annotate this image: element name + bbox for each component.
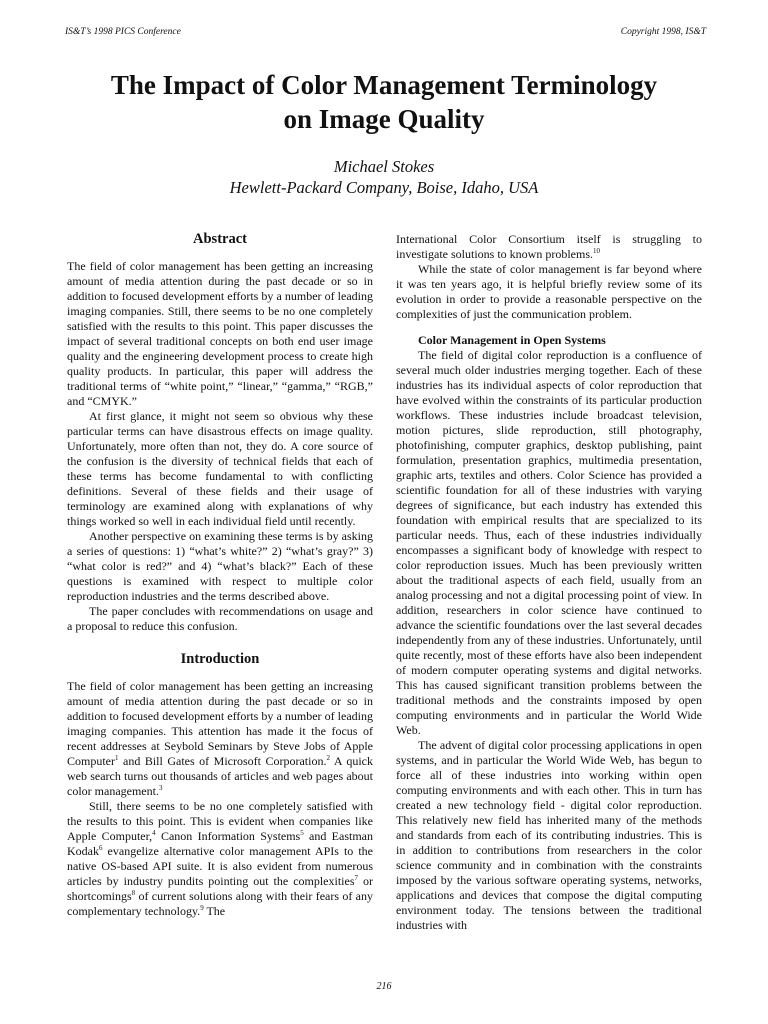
running-header	[65, 27, 706, 37]
introduction-heading: Introduction	[180, 651, 260, 667]
footnote-ref: 3	[158, 784, 163, 792]
abstract-paragraph: The paper concludes with recommendations on usage and a proposal to reduce this confusion.	[67, 604, 373, 633]
footnote-ref: 8	[131, 889, 136, 897]
footnote-ref: 9	[200, 904, 204, 912]
intro-text: The	[203, 904, 226, 918]
footnote-ref: 4	[152, 829, 156, 837]
left-column	[67, 232, 373, 919]
continued-paragraph	[396, 232, 702, 262]
header-copyright: Copyright 1998, IS&T	[620, 27, 706, 37]
abstract-heading: Abstract	[193, 231, 247, 247]
body-text: International Color Consortium itself is struggling to investigate solutions to known problems.	[396, 232, 702, 261]
author-affiliation: Hewlett-Packard Company, Boise, Idaho, USA	[229, 178, 539, 197]
title-line-1: The Impact of Color Management Terminology	[110, 70, 658, 100]
intro-text: and Eastman Kodak	[67, 829, 373, 858]
footnote-ref: 1	[115, 754, 119, 762]
footnote-ref: 10	[593, 247, 600, 255]
footnote-ref: 5	[300, 829, 304, 837]
intro-text: Canon Information Systems	[155, 829, 301, 843]
intro-text: of current solutions along with their fears of any complementary technology.	[67, 889, 373, 918]
body-paragraph: The advent of digital color processing applications in open systems, and in particular the World Wide Web, has begun to force all of these industries into working within open computing environments and with each other. This in turn has created a new technology field - digital color reproduction. This relatively new field has inherited many of the methods and standards from each of its contributing industries. This is in addition to contributions from researchers in the color science community and in combination with the constraints imposed by the various software operating systems, networks, applications and devices that compose the digital computing environment today. The tensions between the traditional industries with	[396, 738, 702, 932]
intro-text: The field of color management has been getting an increasing amount of media attention during the past decade or so in addition to focused development efforts by a number of leading imaging companies. This attention has made it the focus of recent addresses at Seybold Seminars by Steve Jobs of Apple Computer	[67, 679, 373, 768]
right-column	[396, 232, 702, 933]
footnote-ref: 2	[326, 754, 330, 762]
intro-paragraph-1	[67, 679, 373, 799]
subsection-heading: Color Management in Open Systems	[418, 333, 606, 347]
intro-text: and Bill Gates of Microsoft Corporation.	[118, 754, 327, 768]
body-paragraph: While the state of color management is far beyond where it was ten years ago, it is helpful briefly review some of its evolution in order to provide a reasonable perspective on the complexities of just the communication problem.	[396, 262, 702, 321]
title-line-2: on Image Quality	[283, 104, 485, 134]
header-conference: IS&T’s 1998 PICS Conference	[65, 27, 181, 37]
paper-title	[0, 68, 768, 136]
abstract-paragraph: At first glance, it might not seem so obvious why these particular terms can have disastrous effects on image quality. Unfortunately, more often than not, they do. A core source of the confusion is the diversity of technical fields that each of these terms has become fundamental to with conflicting definitions. Several of these fields and their usage of terminology are examined along with explanations of why things worked so well in each individual field until recently.	[67, 409, 373, 528]
abstract-paragraph: The field of color management has been getting an increasing amount of media attention during the past decade or so in addition to focused development efforts by a number of leading imaging companies. Still, there seems to be no one completely satisfied with the results to this point. This paper discusses the impact of several traditional concepts on both end user image quality and the engineering development process to create high quality products. In particular, this paper will address the traditional terms of “white point,” “linear,” “gamma,” “RGB,” and “CMYK.”	[67, 259, 373, 408]
intro-text: Still, there seems to be no one completely satisfied with the results to this point. This is evident when companies like Apple Computer,	[67, 799, 373, 843]
intro-paragraph-2	[67, 799, 373, 919]
intro-text: evangelize alternative color management APIs to the native OS-based API suite. It is also evident from numerous articles by industry pundits pointing out the complexities	[67, 844, 373, 888]
footnote-ref: 6	[99, 844, 103, 852]
footnote-ref: 7	[354, 874, 359, 882]
body-paragraph: The field of digital color reproduction is a confluence of several much older industries merging together. Each of these industries has its individual aspects of color reproduction that have evolved within the constraints of its particular production workflows. These industries include broadcast television, motion pictures, slide reproduction, still photography, photofinishing, computer graphics, desktop publishing, paint formulation, presentation graphics, multimedia presentation, graphic arts, textiles and others. Color Science has provided a scientific foundation for all of these industries with varying degrees of significance, but each industry has extended this foundation with empirical results that are specialized to its particular needs. Thus, each of these industries individually encompasses a significant body of knowledge with respect to color reproduction issues. Much has been previously written about the traditional aspects of each field, usually from an analog processing and not a digital processing point of view. In addition, researchers in color science have continued to advance the scientific foundations over the last several decades independently from any of these industries. Unfortunately, until quite recently, most of these efforts have also been independent of modern computer operating systems and digital networks. This has caused significant transition problems between the traditional methods and the constraints imposed by open computing environments and in particular the World Wide Web.	[396, 348, 702, 737]
intro-text: or shortcomings	[67, 874, 373, 903]
abstract-paragraph: Another perspective on examining these terms is by asking a series of questions: 1) “what’s white?” 2) “what’s gray?” 3) “what color is red?” and 4) “what’s black?” Each of these questions is examined with respect to multiple color reproduction industries and the terms described above.	[67, 529, 373, 603]
page-number: 216	[376, 981, 392, 992]
intro-text: A quick web search turns out thousands of articles and web pages about color management.	[67, 754, 373, 798]
author-name: Michael Stokes	[333, 157, 435, 176]
author-block	[0, 156, 768, 198]
